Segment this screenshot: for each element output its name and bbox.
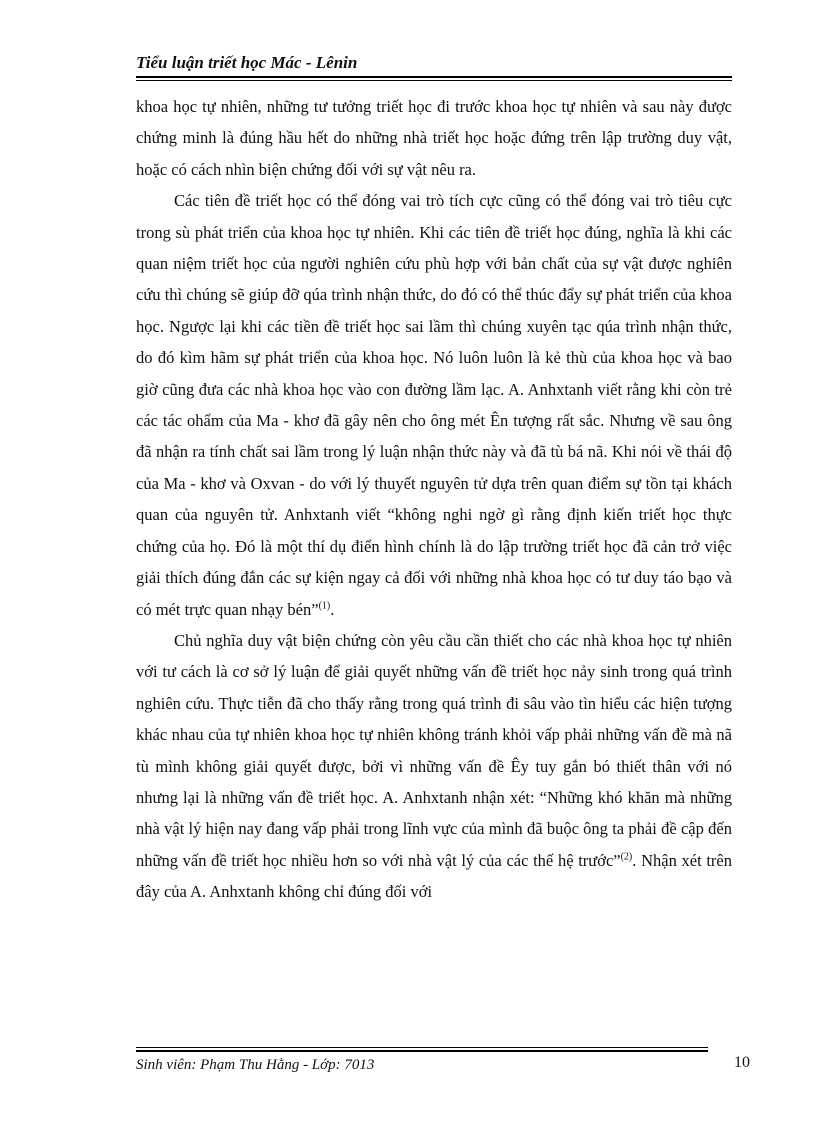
header-rule-thin xyxy=(136,80,732,81)
paragraph-2 xyxy=(136,185,732,625)
paragraph-3-end: . Nhận xét trên đây của A. Anhxtanh không chỉ đúng đối với xyxy=(136,850,732,902)
footer-author: Sinh viên: Phạm Thu Hằng - Lớp: 7013 xyxy=(136,1057,375,1073)
footer-rule-thin xyxy=(136,1047,708,1048)
footnote-ref-1: (1) xyxy=(318,600,331,611)
paragraph-1: khoa học tự nhiên, những tư tưởng triết học đi trước khoa học tự nhiên và sau này được chứng minh là đúng hầu hết do những nhà triết học hoặc đứng trên lập trường duy vật, hoặc có cách nhìn biện chứng đối với sự vật nêu ra. xyxy=(136,97,732,179)
header-rule-thick xyxy=(136,76,732,78)
paragraph-2-end: . xyxy=(330,599,335,619)
paragraph-3 xyxy=(136,625,732,908)
paragraph-3-text: Chủ nghĩa duy vật biện chứng còn yêu cầu cần thiết cho các nhà khoa học tự nhiên với tư cách là cơ sở lý luận để giải quyết những vấn đề triết học nảy sinh trong quá trình nghiên cứu. Thực tiễn đã cho thấy rằng trong quá trình đi sâu vào tìn hiểu các hiện tượng khác nhau của tự nhiên khoa học tự nhiên không tránh khỏi vấp phải những vấn đề mà nã tù mình không giải quyết được, bởi vì những vấn đề Êy tuy gắn bó thiết thân với nó nhưng lại là những vấn đề triết học. A. Anhxtanh nhận xét: “Những khó khăn mà những nhà vật lý hiện nay đang vấp phải trong lĩnh vực của mình đã buộc ông ta phải đề cập đến những vấn đề triết học nhiều hơn so với nhà vật lý của các thế hệ trước” xyxy=(136,630,732,870)
footer-rule-thick xyxy=(136,1050,708,1052)
body-text xyxy=(136,91,732,908)
page-number: 10 xyxy=(734,1054,750,1071)
paragraph-2-text: Các tiên đề triết học có thể đóng vai trò tích cực cũng có thể đóng vai trò tiêu cực trong sù phát triển của khoa học tự nhiên. Khi các tiên đề triết học đúng, nghĩa là khi các quan niệm triết học của người nghiên cứu phù hợp với bản chất của sự vật được nghiên cứu thì chúng sẽ giúp đỡ qúa trình nhận thức, do đó có thể thúc đẩy sự phát triển của khoa học. Ngược lại khi các tiền đề triết học sai lầm thì chúng xuyên tạc qúa trình nhận thức, do đó kìm hãm sự phát triển của khoa học. Nó luôn luôn là kẻ thù của khoa học và bao giờ cũng đưa các nhà khoa học vào con đường lầm lạc. A. Anhxtanh viết rằng khi còn trẻ các tác ohẩm của Ma - khơ đã gây nên cho ông mét Ên tượng rất sắc. Nhưng về sau ông đã nhận ra tính chất sai lầm trong lý luận nhận thức này và đã tù bá nã. Khi nói về thái độ của Ma - khơ và Oxvan - do với lý thuyết nguyên tử dựa trên quan điểm sự tồn tại khách quan của nguyên tử. Anhxtanh viết “không nghi ngờ gì rằng định kiến triết học thực chứng của họ. Đó là một thí dụ điển hình chính là do lập trường triết học đã cản trở việc giải thích đúng đắn các sự kiện ngay cả đối với những nhà khoa học có tư duy táo bạo và có mét trực quan nhạy bén” xyxy=(136,191,732,619)
running-header-title: Tiểu luận triết học Mác - Lênin xyxy=(136,53,358,72)
footnote-ref-2: (2) xyxy=(620,851,633,863)
